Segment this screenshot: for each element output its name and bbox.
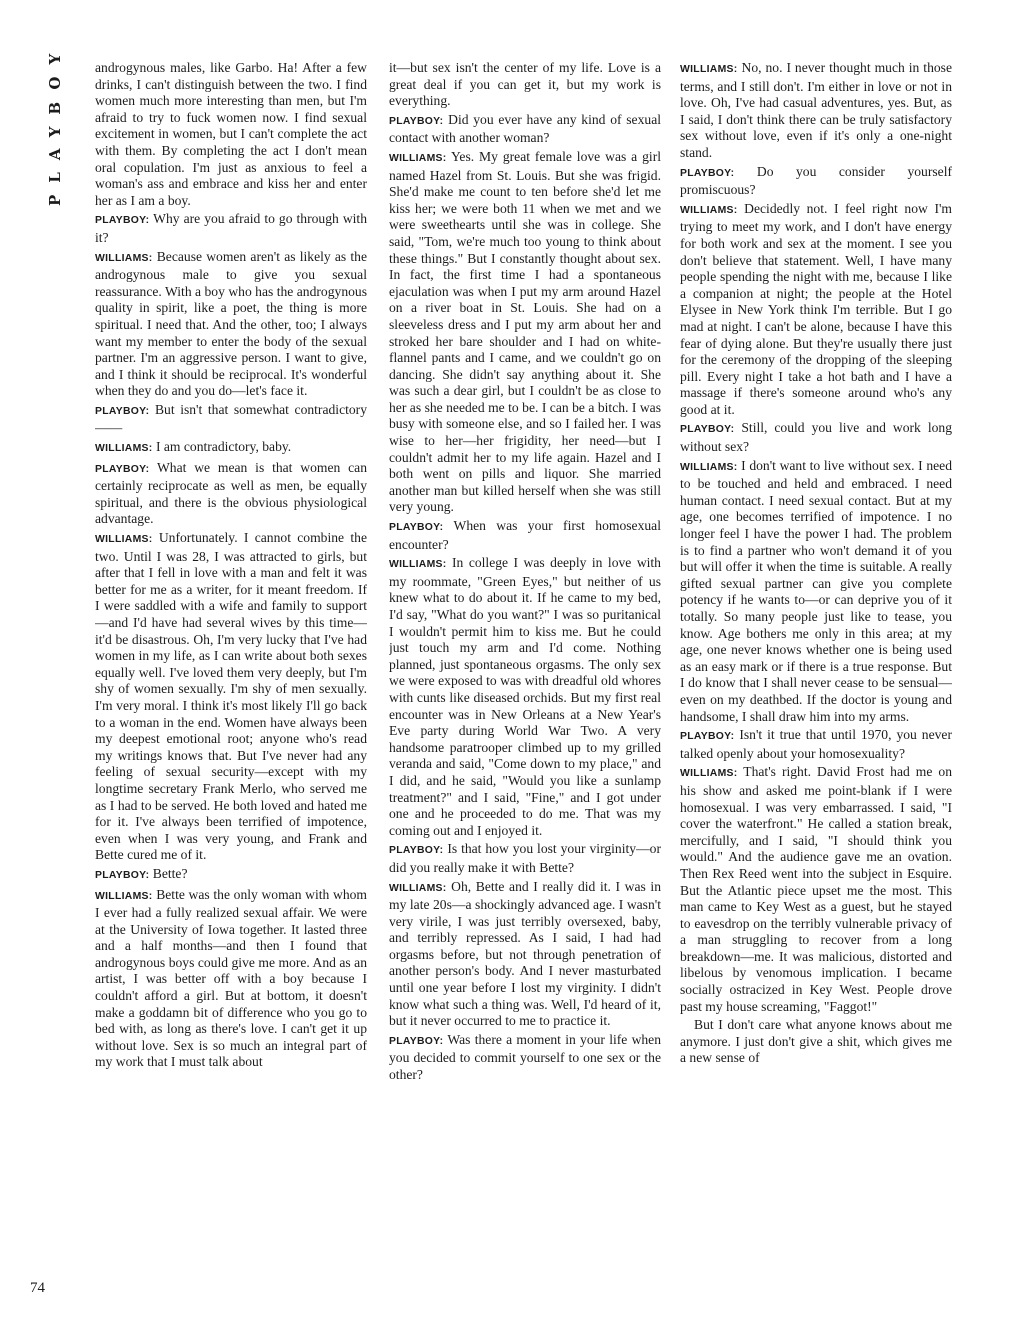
speaker-label: PLAYBOY:: [95, 215, 150, 227]
speaker-label: WILLIAMS:: [389, 152, 447, 164]
interview-paragraph: [389, 149, 661, 516]
interview-paragraph: [680, 201, 952, 419]
paragraph-text: Oh, Bette and I really did it. I was in my late 20s—a shockingly advanced age. I wasn't very virile, I was just terribly oversexed, baby, and terribly repressed. As I said, I had had orgasms before, but not through penetration of another person's body. And I never masturbated until one year before I lost my virginity. I didn't know what such a thing was. Well, I'd heard of it, but it never occurred to me to practice it.: [389, 878, 661, 1029]
speaker-label: PLAYBOY:: [389, 1035, 444, 1047]
interview-paragraph: [95, 460, 367, 528]
speaker-label: WILLIAMS:: [95, 890, 153, 902]
speaker-label: PLAYBOY:: [389, 522, 444, 534]
speaker-label: PLAYBOY:: [95, 463, 150, 475]
speaker-label: WILLIAMS:: [95, 443, 153, 455]
paragraph-text: Isn't it true that until 1970, you never talked openly about your homosexuality?: [680, 727, 952, 761]
masthead-text: PLAYBOY: [46, 41, 64, 206]
column-1: [95, 60, 367, 1305]
speaker-label: WILLIAMS:: [680, 64, 738, 75]
paragraph-text: That's right. David Frost had me on his show and asked me point-blank if I were homosexual. I was very embarrassed. I said, "I cover the waterfront." He called a station break, mercifully, and I said, "I should think you would." And the audience gave me an ovation. Then Rex Reed went into the subject in Esquire. But the Atlantic piece upset me the most. This man came to Key West as a guest, but he stayed to eavesdrop on the terribly vulnerable privacy of a man struggling to recover from a long breakdown—me. It was malicious, distorted and libelous by venomous implication. I became socially ostracized in Key West. People drove past my house screaming, "Faggot!": [680, 764, 952, 1014]
column-2: [389, 60, 661, 1305]
column-3: [680, 60, 952, 1305]
interview-paragraph: [95, 402, 367, 437]
paragraph-text: But I don't care what anyone knows about me anymore. I just don't give a shit, which gives me a new sense of: [680, 1017, 952, 1066]
interview-paragraph: [680, 727, 952, 762]
interview-paragraph: [389, 518, 661, 553]
paragraph-text: Was there a moment in your life when you decided to commit yourself to one sex or the other?: [389, 1031, 661, 1083]
speaker-label: PLAYBOY:: [95, 405, 150, 417]
paragraph-text: Unfortunately. I cannot combine the two. Until I was 28, I was attracted to girls, but after that I fell in love with a man and felt it was better for me as a writer, for it meant freedom. If I were saddled with a wife and family to support—and I'd have had several wives by this time—it'd be disastrous. Oh, I'm very lucky that I've had women in my life, as I can write about both sexes equally well. I've loved them very deeply, but I'm shy of women sexually. I'm shy of men sexually. I'm very moral. I think it's most likely I'll go back to a woman in the end. Women have always been my deepest emotional root; anyone who's read my writings knows that. But I've never had any feeling of sexual security—except with my longtime secretary Frank Merlo, who served me as I had to be served. He both loved and hated me for it. I've always been terrified of impotence, even when I was very young, and Frank and Bette cured me of it.: [95, 530, 367, 863]
speaker-label: WILLIAMS:: [95, 534, 153, 546]
masthead: [38, 41, 88, 212]
paragraph-text: Still, could you live and work long without sex?: [680, 420, 952, 455]
paragraph-text: Decidedly not. I feel right now I'm trying to meet my work, and I don't have energy for both work and sex at the moment. I see you don't believe that statement. Well, I have many people spending the night with me, because I like a companion at night; the people at the Hotel Elysee in New York think I'm terrible. But I go mad at night. I can't be alone, because I have this fear of dying alone. But they're usually there just for the ceremony of the dropping of the sleeping pill. Every night I take a hot bath and I have a massage if there's someone around who's any good at it.: [680, 200, 952, 417]
paragraph-text: it—but sex isn't the center of my life. Love is a great deal if you can get it, but my work is everything.: [389, 60, 661, 109]
paragraph-text: In college I was deeply in love with my roommate, "Green Eyes," but neither of us knew what to do about it. If he came to my bed, I'd say, "What do you want?" I was so puritanical I wouldn't permit him to kiss me. But he could just touch my arm and I'd come. Nothing planned, just spontaneous orgasms. The only sex we were exposed to was with dreadful old whores with cunts like diseased orchids. But my first real encounter was in New Orleans at a New Year's Eve party during World War Two. A very handsome paratrooper climbed up to my grilled veranda and said, "Come down to my place," and I did, and he said, "Would you like a sunlamp treatment?" and I said, "Fine," and I got under one and he proceeded to do me. That was my coming out and I enjoyed it.: [389, 555, 661, 838]
speaker-label: WILLIAMS:: [389, 559, 447, 571]
interview-paragraph: [95, 211, 367, 246]
interview-paragraph: [95, 530, 367, 864]
interview-paragraph: [95, 60, 367, 209]
speaker-label: PLAYBOY:: [680, 167, 735, 179]
interview-paragraph: [389, 112, 661, 147]
interview-paragraph: [95, 439, 367, 458]
speaker-label: PLAYBOY:: [680, 424, 735, 436]
page-number: 74: [30, 1280, 45, 1296]
paragraph-text: When was your first homosexual encounter?: [389, 518, 661, 552]
paragraph-text: I am contradictory, baby.: [155, 439, 292, 455]
interview-paragraph: [680, 764, 952, 1015]
paragraph-text: Bette was the only woman with whom I ever had a fully realized sexual affair. We were at the University of Iowa together. It lasted three and a half months—and then I found that androgynous boys could give me more. And as an artist, I was better off with a boy because I couldn't afford a girl. But at bottom, it doesn't make a goddamn bit of difference who you go to bed with, as long as there's love. I can't get it up without love. Sex is so much an integral part of my work that I must talk about: [95, 886, 367, 1070]
speaker-label: WILLIAMS:: [680, 768, 738, 780]
interview-paragraph: [680, 420, 952, 455]
interview-paragraph: [95, 249, 367, 400]
speaker-label: WILLIAMS:: [389, 882, 447, 894]
paragraph-text: No, no. I never thought much in those terms, and I still don't. I'm either in love or not in love. Oh, I've had casual adventures, yes. But, as I said, I don't think there can be truly satisfactory sex without love, even if it's only a one-night stand.: [680, 60, 952, 160]
speaker-label: PLAYBOY:: [95, 869, 150, 881]
paragraph-text: Do you consider yourself promiscuous?: [680, 163, 952, 198]
interview-paragraph: [389, 841, 661, 876]
paragraph-text: What we mean is that women can certainly reciprocate as well as men, be equally spiritual, and there is the obvious physiological advantage.: [95, 459, 367, 527]
speaker-label: PLAYBOY:: [680, 731, 735, 743]
speaker-label: WILLIAMS:: [680, 461, 738, 473]
paragraph-text: Bette?: [152, 865, 188, 881]
interview-paragraph: [95, 866, 367, 885]
paragraph-text: androgynous males, like Garbo. Ha! After a few drinks, I can't distinguish between the two. I find women much more interesting than men, but I'm afraid to try to fuck women now. I find sexual excitement in women, but I can't complete the act with them. By completing the act I don't mean oral copulation. I'm just as anxious to feel a woman's ass and embrace and kiss her and enter her as I am a boy.: [95, 60, 367, 208]
paragraph-text: Did you ever have any kind of sexual contact with another woman?: [389, 111, 661, 146]
interview-paragraph: [389, 60, 661, 110]
speaker-label: PLAYBOY:: [389, 845, 444, 857]
speaker-label: WILLIAMS:: [680, 204, 738, 216]
paragraph-text: Why are you afraid to go through with it?: [95, 211, 367, 245]
paragraph-text: Because women aren't as likely as the androgynous male to give you sexual reassurance. With a boy who has the androgynous quality in spirit, like a poet, the thing is more spiritual. I need that. And the other, too; I always want my member to enter the body of the sexual partner. I'm an aggressive person. I want to give, and I think it should be reciprocal. It's wonderful when they do and you do—let's face it.: [95, 248, 367, 399]
interview-paragraph: [680, 458, 952, 726]
interview-paragraph: [680, 1017, 952, 1067]
speaker-label: PLAYBOY:: [389, 115, 444, 127]
interview-paragraph: [680, 164, 952, 199]
paragraph-text: Is that how you lost your virginity—or did you really make it with Bette?: [389, 841, 661, 875]
interview-paragraph: [389, 555, 661, 839]
interview-paragraph: [389, 879, 661, 1030]
speaker-label: WILLIAMS:: [95, 252, 153, 264]
interview-paragraph: [680, 60, 952, 162]
paragraph-text: Yes. My great female love was a girl named Hazel from St. Louis. But she was frigid. She'd make me count to ten before she'd let me kiss her; we were both 11 when we met and we were sweethearts until she was in college. She said, "Tom, we're much too young to think about these things." But I constantly thought about sex. In fact, the first time I had a spontaneous ejaculation was when I put my arm around Hazel on a river boat in St. Louis. She had on a sleeveless dress and I put my arm about her and stroked her bare shoulder and I had on white-flannel pants and I came, and we couldn't go on dancing. She didn't say anything about it. She was such a dear girl, but I couldn't be as close to her as she needed me to be. I can be a bitch. I was busy with someone else, and so I failed her. I was wise to her—her frigidity, her need—but I couldn't admit her to my life again. Hazel and I both went on pills and liquor. She married another man but killed herself when she was still very young.: [389, 148, 661, 515]
interview-paragraph: [95, 887, 367, 1072]
paragraph-text: I don't want to live without sex. I need to be touched and held and embraced. I need human contact. I need sexual contact. But at my age, one becomes terrified of impotence. I no longer feel I have the power I had. The problem is to find a partner who won't demand it of you but will offer it when the time is suitable. A really gifted sexual partner can give you complete potency if he wants to—or can deprive you of it totally. So many people just like to tease, you know. Age bothers me only in this area; at my age, one never knows whether one is being used as an easy mark or if there is a true response. But I do know that I shall never cease to be sensual—even on my deathbed. If the doctor is young and handsome, I shall draw him into my arms.: [680, 457, 952, 724]
interview-paragraph: [389, 1032, 661, 1084]
paragraph-text: But isn't that somewhat contradictory——: [95, 401, 367, 436]
